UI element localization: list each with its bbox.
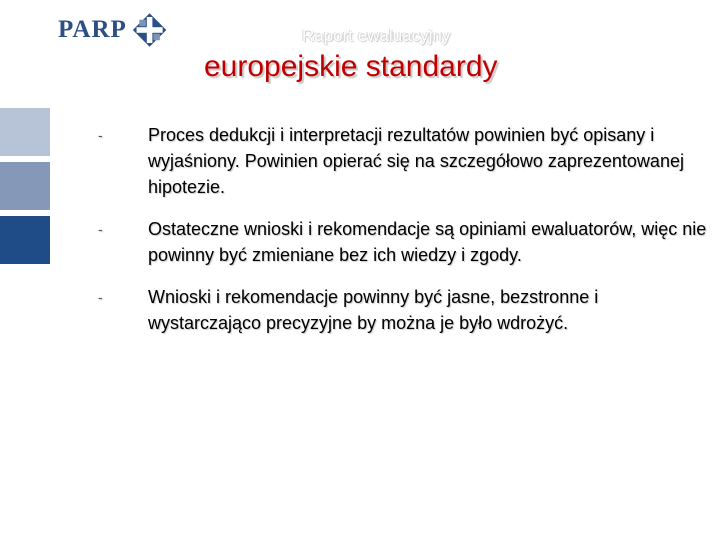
slide-title: europejskie standardy: [204, 50, 498, 83]
parp-logo: [58, 8, 168, 52]
parp-logo-mark-icon: [131, 10, 168, 50]
report-subtitle: Raport ewaluacyjny: [302, 26, 451, 45]
bullet-item: [98, 216, 708, 268]
bullet-marker: -: [98, 221, 103, 237]
decor-square-mid: [0, 162, 50, 210]
logo-text: PARP: [58, 16, 127, 43]
decor-square-light: [0, 108, 50, 156]
bullet-item: [98, 122, 708, 200]
bullet-marker: -: [98, 289, 103, 305]
bullet-text: Ostateczne wnioski i rekomendacje są opiniami ewaluatorów, więc nie powinny być zmieniane bez ich wiedzy i zgody.: [148, 219, 707, 265]
bullet-item: [98, 284, 708, 336]
bullet-list: [98, 122, 708, 352]
bullet-text: Proces dedukcji i interpretacji rezultatów powinien być opisany i wyjaśniony. Powinien opierać się na szczegółowo zaprezentowanej hipotezie.: [148, 125, 684, 197]
bullet-text: Wnioski i rekomendacje powinny być jasne, bezstronne i wystarczająco precyzyjne by można je było wdrożyć.: [148, 287, 599, 333]
bullet-marker: -: [98, 127, 103, 143]
decor-square-dark: [0, 216, 50, 264]
